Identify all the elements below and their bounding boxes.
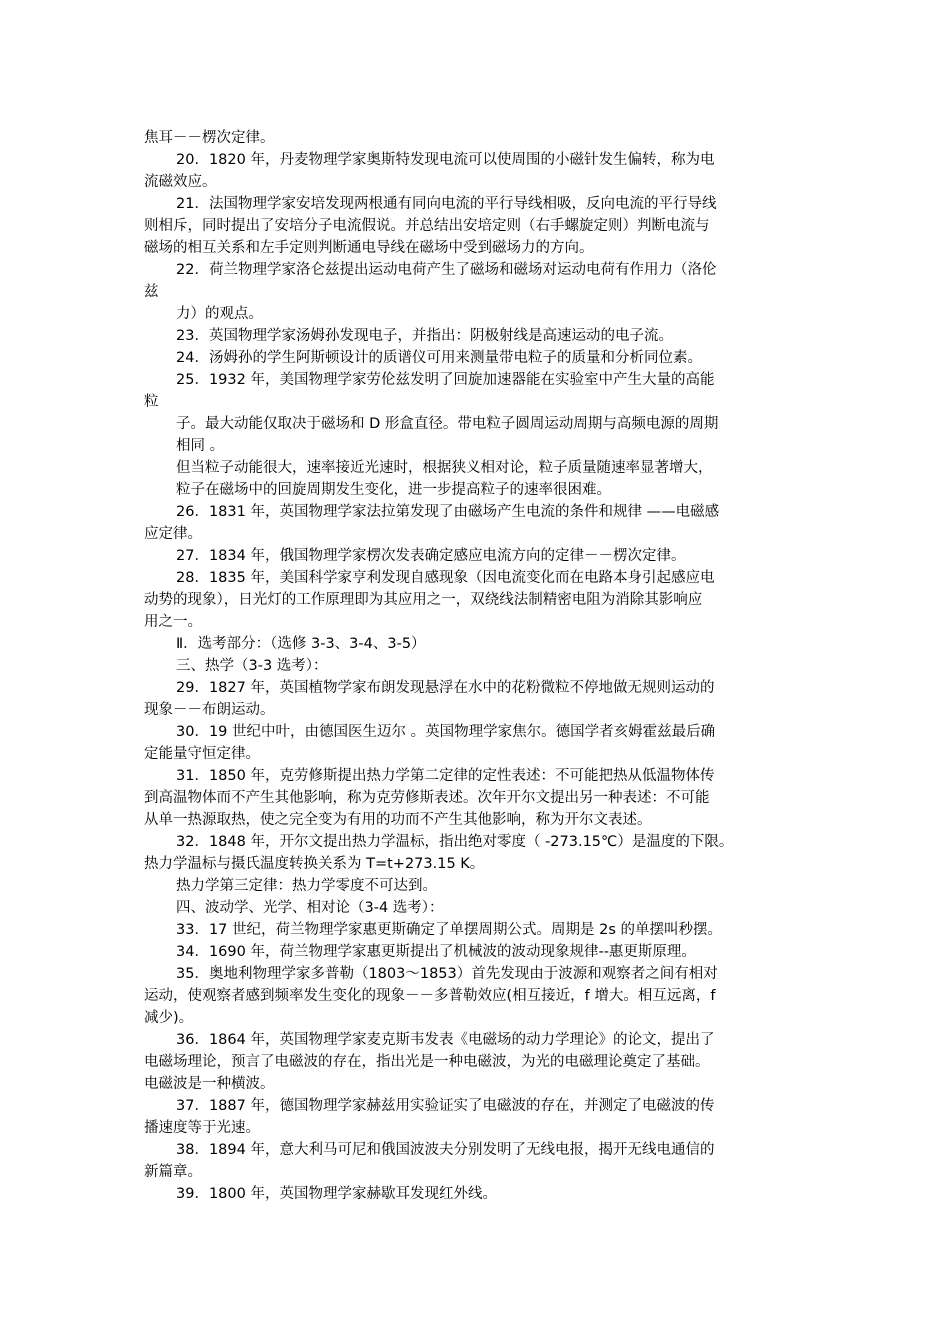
text-line: 兹 bbox=[144, 284, 159, 300]
text-line: 四、波动学、光学、相对论（3-4 选考）： bbox=[176, 900, 444, 916]
text-line: 播速度等于光速。 bbox=[144, 1120, 260, 1136]
text-line: 定能量守恒定律。 bbox=[144, 746, 260, 762]
text-line: 36．1864 年，英国物理学家麦克斯韦发表《电磁场的动力学理论》的论文，提出了 bbox=[176, 1032, 715, 1048]
text-line: 37．1887 年，德国物理学家赫兹用实验证实了电磁波的存在，并测定了电磁波的传 bbox=[176, 1098, 715, 1114]
text-line: 子。最大动能仅取决于磁场和 D 形盒直径。带电粒子圆周运动周期与高频电源的周期 bbox=[176, 416, 719, 432]
text-line: 焦耳－－楞次定律。 bbox=[144, 130, 275, 146]
text-line: 从单一热源取热，使之完全变为有用的功而不产生其他影响，称为开尔文表述。 bbox=[144, 812, 652, 828]
text-line: 磁场的相互关系和左手定则判断通电导线在磁场中受到磁场力的方向。 bbox=[144, 240, 594, 256]
text-line: 新篇章。 bbox=[144, 1164, 202, 1180]
text-line: 26．1831 年，英国物理学家法拉第发现了由磁场产生电流的条件和规律 ——电磁感 bbox=[176, 504, 720, 520]
text-line: 32．1848 年，开尔文提出热力学温标，指出绝对零度（ -273.15℃）是温度的下限。 bbox=[176, 834, 734, 850]
text-line: 24．汤姆孙的学生阿斯顿设计的质谱仪可用来测量带电粒子的质量和分析同位素。 bbox=[176, 350, 702, 366]
text-line: 相同 。 bbox=[176, 438, 225, 454]
text-line: 应定律。 bbox=[144, 526, 202, 542]
text-line: 热力学温标与摄氏温度转换关系为 T=t+273.15 K。 bbox=[144, 856, 485, 872]
text-line: 35．奥地利物理学家多普勒（1803～1853）首先发现由于波源和观察者之间有相对 bbox=[176, 966, 718, 982]
document-body bbox=[144, 127, 809, 1205]
text-line: 28．1835 年，美国科学家亨利发现自感现象（因电流变化而在电路本身引起感应电 bbox=[176, 570, 715, 586]
text-line: 38．1894 年，意大利马可尼和俄国波波夫分别发明了无线电报，揭开无线电通信的 bbox=[176, 1142, 715, 1158]
text-line: Ⅱ．选考部分：（选修 3-3、3-4、3-5） bbox=[176, 636, 426, 652]
text-line: 29．1827 年，英国植物学家布朗发现悬浮在水中的花粉微粒不停地做无规则运动的 bbox=[176, 680, 715, 696]
text-line: 30．19 世纪中叶，由德国医生迈尔 。英国物理学家焦尔。德国学者亥姆霍兹最后确 bbox=[176, 724, 716, 740]
text-line: 减少)。 bbox=[144, 1010, 194, 1026]
text-line: 热力学第三定律：热力学零度不可达到。 bbox=[176, 878, 437, 894]
text-line: 21．法国物理学家安培发现两根通有同向电流的平行导线相吸，反向电流的平行导线 bbox=[176, 196, 717, 212]
text-line: 运动，使观察者感到频率发生变化的现象－－多普勒效应(相互接近，f 增大。相互远离，f bbox=[144, 988, 716, 1004]
text-line: 25．1932 年，美国物理学家劳伦兹发明了回旋加速器能在实验室中产生大量的高能 bbox=[176, 372, 715, 388]
text-line: 电磁波是一种横波。 bbox=[144, 1076, 275, 1092]
text-line: 动势的现象），日光灯的工作原理即为其应用之一，双绕线法制精密电阻为消除其影响应 bbox=[144, 592, 703, 608]
text-line: 力）的观点。 bbox=[176, 306, 263, 322]
text-line: 到高温物体而不产生其他影响，称为克劳修斯表述。次年开尔文提出另一种表述：不可能 bbox=[144, 790, 710, 806]
text-line: 22．荷兰物理学家洛仑兹提出运动电荷产生了磁场和磁场对运动电荷有作用力（洛伦 bbox=[176, 262, 717, 278]
text-line: 20．1820 年，丹麦物理学家奥斯特发现电流可以使周围的小磁针发生偏转，称为电 bbox=[176, 152, 715, 168]
text-line: 33．17 世纪，荷兰物理学家惠更斯确定了单摆周期公式。周期是 2s 的单摆叫秒摆。 bbox=[176, 922, 723, 938]
text-line: 用之一。 bbox=[144, 614, 202, 630]
text-line: 粒子在磁场中的回旋周期发生变化，进一步提高粒子的速率很困难。 bbox=[176, 482, 611, 498]
text-line: 现象－－布朗运动。 bbox=[144, 702, 275, 718]
text-line: 39．1800 年，英国物理学家赫歇耳发现红外线。 bbox=[176, 1186, 497, 1202]
text-line: 23．英国物理学家汤姆孙发现电子，并指出：阴极射线是高速运动的电子流。 bbox=[176, 328, 673, 344]
text-line: 流磁效应。 bbox=[144, 174, 217, 190]
text-line: 31．1850 年，克劳修斯提出热力学第二定律的定性表述：不可能把热从低温物体传 bbox=[176, 768, 715, 784]
text-line: 但当粒子动能很大，速率接近光速时，根据狭义相对论，粒子质量随速率显著增大， bbox=[176, 460, 713, 476]
text-line: 粒 bbox=[144, 394, 159, 410]
text-line: 34．1690 年，荷兰物理学家惠更斯提出了机械波的波动现象规律--惠更斯原理。 bbox=[176, 944, 696, 960]
text-line: 27．1834 年，俄国物理学家楞次发表确定感应电流方向的定律－－楞次定律。 bbox=[176, 548, 686, 564]
text-line: 则相斥，同时提出了安培分子电流假说。并总结出安培定则（右手螺旋定则）判断电流与 bbox=[144, 218, 710, 234]
text-line: 三、热学（3-3 选考）： bbox=[176, 658, 328, 674]
text-line: 电磁场理论，预言了电磁波的存在，指出光是一种电磁波，为光的电磁理论奠定了基础。 bbox=[144, 1054, 710, 1070]
